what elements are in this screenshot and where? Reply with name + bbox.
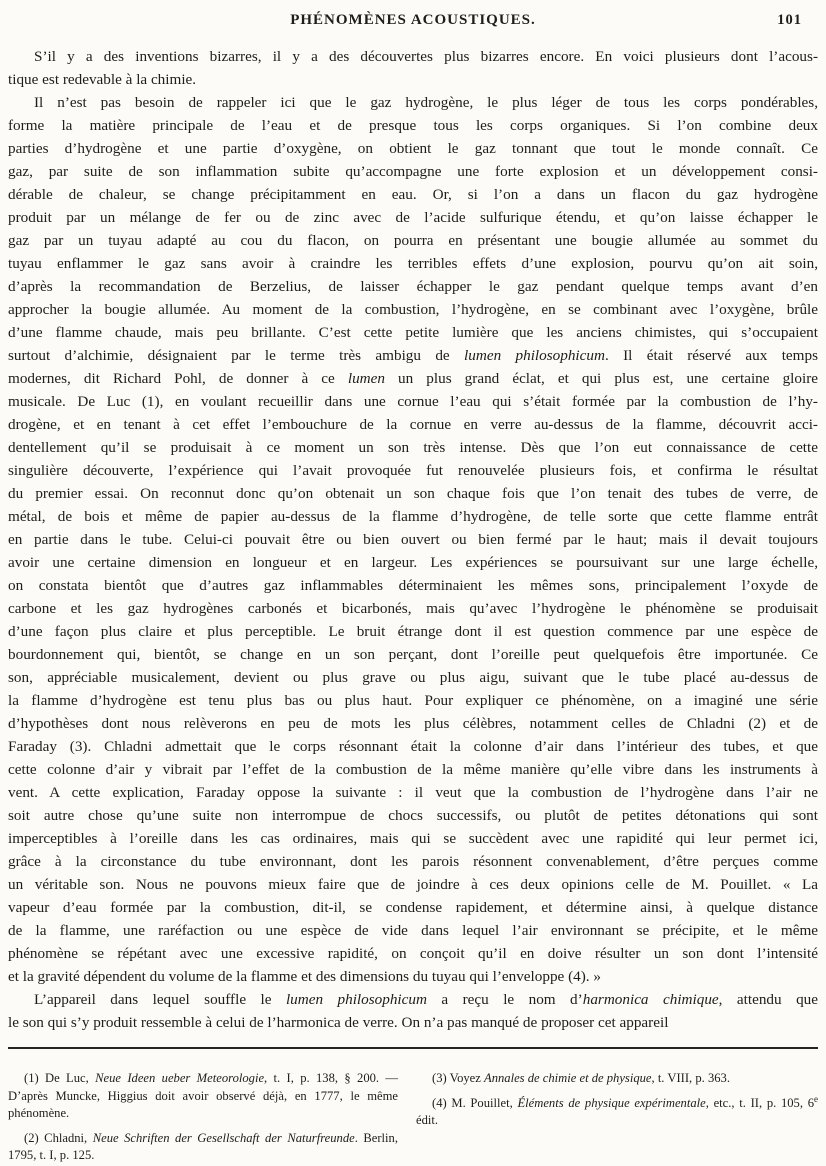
- text-line: tique est redevable à la chimie.: [8, 71, 197, 88]
- text-line: on constata bientôt que d’autres gaz inflammables déterminaient les mêmes sons, principalement l’oxyde de: [8, 577, 818, 594]
- text-line: soit autre chose qu’une suite non interrompue de chocs successifs, ou plutôt de petites détonations qui sont: [8, 807, 818, 824]
- text-line: avoir une certaine dimension en longueur et en largeur. Les expériences se poursuivant sur une large échelle,: [8, 554, 818, 571]
- text-line: parties d’hydrogène et une partie d’oxygène, on obtient le gaz tonnant que tout le monde connaît. Ce: [8, 140, 818, 157]
- footnote: (1) De Luc, Neue Ideen ueber Meteorologie, t. I, p. 138, § 200. — D’après Muncke, Higgius doit avoir observé déjà, en 1777, le même phénomène.: [8, 1071, 398, 1120]
- text-line: dentellement qu’il se produisait à ce moment un son très intense. Dès que l’on eut connaissance de cette: [8, 439, 818, 456]
- text-line: tuyau enflammer le gaz sans avoir à craindre les terribles effets d’une explosion, pourvu qu’on ait soin,: [8, 255, 818, 272]
- text-line: L’appareil dans lequel souffle le lumen philosophicum a reçu le nom d’harmonica chimique, attendu que: [34, 991, 818, 1008]
- footnote: (2) Chladni, Neue Schriften der Gesellschaft der Naturfreunde. Berlin, 1795, t. I, p. 125.: [8, 1130, 398, 1162]
- text-line: un véritable son. Nous ne pouvons mieux faire que de joindre à ces deux opinions celle de M. Pouillet. « La: [8, 876, 818, 893]
- text-line: le son qui s’y produit ressemble à celui de l’harmonica de verre. On n’a pas manqué de proposer cet appareil: [8, 1014, 669, 1031]
- text-line: en partie dans le tube. Celui-ci pouvait être ou bien ouvert ou bien fermé par le haut; mais il devait toujours: [8, 531, 818, 548]
- text-line: d’une façon plus claire et plus perceptible. Le bruit étrange dont il est question commence par une espèce de: [8, 623, 818, 640]
- paragraph: [8, 988, 818, 1034]
- text-line: carbone et les gaz hydrogènes carbonés et bicarbonés, mais qu’avec l’hydrogène le phénomène se produisait: [8, 600, 818, 617]
- text-line: grâce à la circonstance du tube environnant, dont les parois résonnent convenablement, d’être perçues comme: [8, 853, 818, 870]
- text-line: son, appréciable musicalement, devient ou plus grave ou plus aigu, suivant que le tube placé au-dessus de: [8, 669, 818, 686]
- text-line: et la gravité dépendent du volume de la flamme et des dimensions du tuyau qui l’enveloppe (4). »: [8, 968, 601, 985]
- text-line: forme la matière principale de l’eau et de presque tous les corps organiques. Si l’on combine deux: [8, 117, 818, 134]
- text-line: d’une flamme chaude, mais peu brillante. C’est cette petite lumière que les anciens chimistes, qui s’occupaient: [8, 324, 818, 341]
- paragraph: [8, 91, 818, 988]
- footnote-divider: [8, 1047, 818, 1049]
- text-line: approcher la bougie allumée. Au moment de la combustion, l’hydrogène, en se combinant avec l’oxygène, brûle: [8, 301, 818, 318]
- text-line: musicale. De Luc (1), en voulant recueillir dans une cornue l’eau qui s’était formée par la combustion de l’hy-: [8, 393, 818, 410]
- text-line: surtout d’alchimie, désignaient par le terme très ambigu de lumen philosophicum. Il était réservé aux temps: [8, 347, 818, 364]
- footnote-column-left: [8, 1070, 398, 1166]
- text-line: du premier essai. On reconnut donc qu’on obtenait un son chaque fois que l’on tenait des tubes de verre, de: [8, 485, 818, 502]
- text-line: singulière découverte, l’expérience qui l’avait provoquée fut renouvelée plusieurs fois, et confirma le résultat: [8, 462, 818, 479]
- text-line: imperceptibles à l’oreille dans les cas ordinaires, mais qui se succèdent avec une rapidité qui leur permet ici,: [8, 830, 818, 847]
- paragraph: [8, 45, 818, 91]
- text-line: modernes, dit Richard Pohl, de donner à ce lumen un plus grand éclat, et qui plus est, une certaine gloire: [8, 370, 818, 387]
- text-line: drogène, et en tenant à cet effet l’embouchure de la cornue en verre au-dessus de la flamme, découvrit acci-: [8, 416, 818, 433]
- text-line: d’hypothèses dont nous relèverons en peu de mots les plus célèbres, notamment celles de Chladni (2) et de: [8, 715, 818, 732]
- page-number: 101: [777, 12, 802, 28]
- text-line: métal, de bois et même de papier au-dessus de la flamme d’hydrogène, de telle sorte que cette flamme entrât: [8, 508, 818, 525]
- footnote: (4) M. Pouillet, Éléments de physique expérimentale, etc., t. II, p. 105, 6e édit.: [416, 1093, 819, 1127]
- text-line: gaz, par suite de son inflammation subite qu’accompagne une forte explosion et un développement consi-: [8, 163, 818, 180]
- text-line: vapeur d’eau formée par la combustion, dit-il, se condense rapidement, et détermine ainsi, à quelque distance: [8, 899, 818, 916]
- page-title: PHÉNOMÈNES ACOUSTIQUES.: [290, 12, 536, 28]
- text-line: S’il y a des inventions bizarres, il y a des découvertes plus bizarres encore. En voici plusieurs dont l’acous-: [34, 48, 818, 65]
- text-line: bourdonnement qui, bientôt, se change en un son perçant, dont l’oreille peut quelquefois être importunée. Ce: [8, 646, 818, 663]
- text-line: dérable de chaleur, se change précipitamment en eau. Or, si l’on a dans un flacon du gaz hydrogène: [8, 186, 818, 203]
- text-line: phénomène se répétant avec une excessive rapidité, on conçoit qu’il en doive résulter un son dont l’intensité: [8, 945, 818, 962]
- text-line: vent. A cette explication, Faraday oppose la suivante : il veut que la combustion de l’hydrogène dans l’air ne: [8, 784, 818, 801]
- text-line: de la flamme, une raréfaction ou une espèce de vide dans lequel l’air environnant se précipite, et le même: [8, 922, 818, 939]
- running-head: [8, 10, 818, 36]
- footnotes: [8, 1070, 818, 1166]
- footnote: (3) Voyez Annales de chimie et de physique, t. VIII, p. 363.: [432, 1071, 730, 1085]
- text-line: gaz par un tuyau adapté au cou du flacon, on pourra en présentant une bougie allumée au sommet du: [8, 232, 818, 249]
- text-line: Il n’est pas besoin de rappeler ici que le gaz hydrogène, le plus léger de tous les corps pondérables,: [34, 94, 818, 111]
- text-line: cette colonne d’air y vibrait par l’effet de la combustion de la même manière qu’elle vibre dans les instruments à: [8, 761, 818, 778]
- text-line: d’après la recommandation de Berzelius, de laisser échapper le gaz pendant quelque temps avant d’en: [8, 278, 818, 295]
- text-line: produit par un mélange de fer ou de zinc avec de l’acide sulfurique étendu, et qu’on laisse échapper le: [8, 209, 818, 226]
- text-line: la flamme d’hydrogène est tenu plus bas ou plus haut. Pour expliquer ce phénomène, on a imaginé une série: [8, 692, 818, 709]
- text-line: Faraday (3). Chladni admettait que le corps résonnant était la colonne d’air dans l’intérieur des tubes, et que: [8, 738, 818, 755]
- body-text: [8, 45, 818, 1034]
- footnote-column-right: [416, 1070, 818, 1166]
